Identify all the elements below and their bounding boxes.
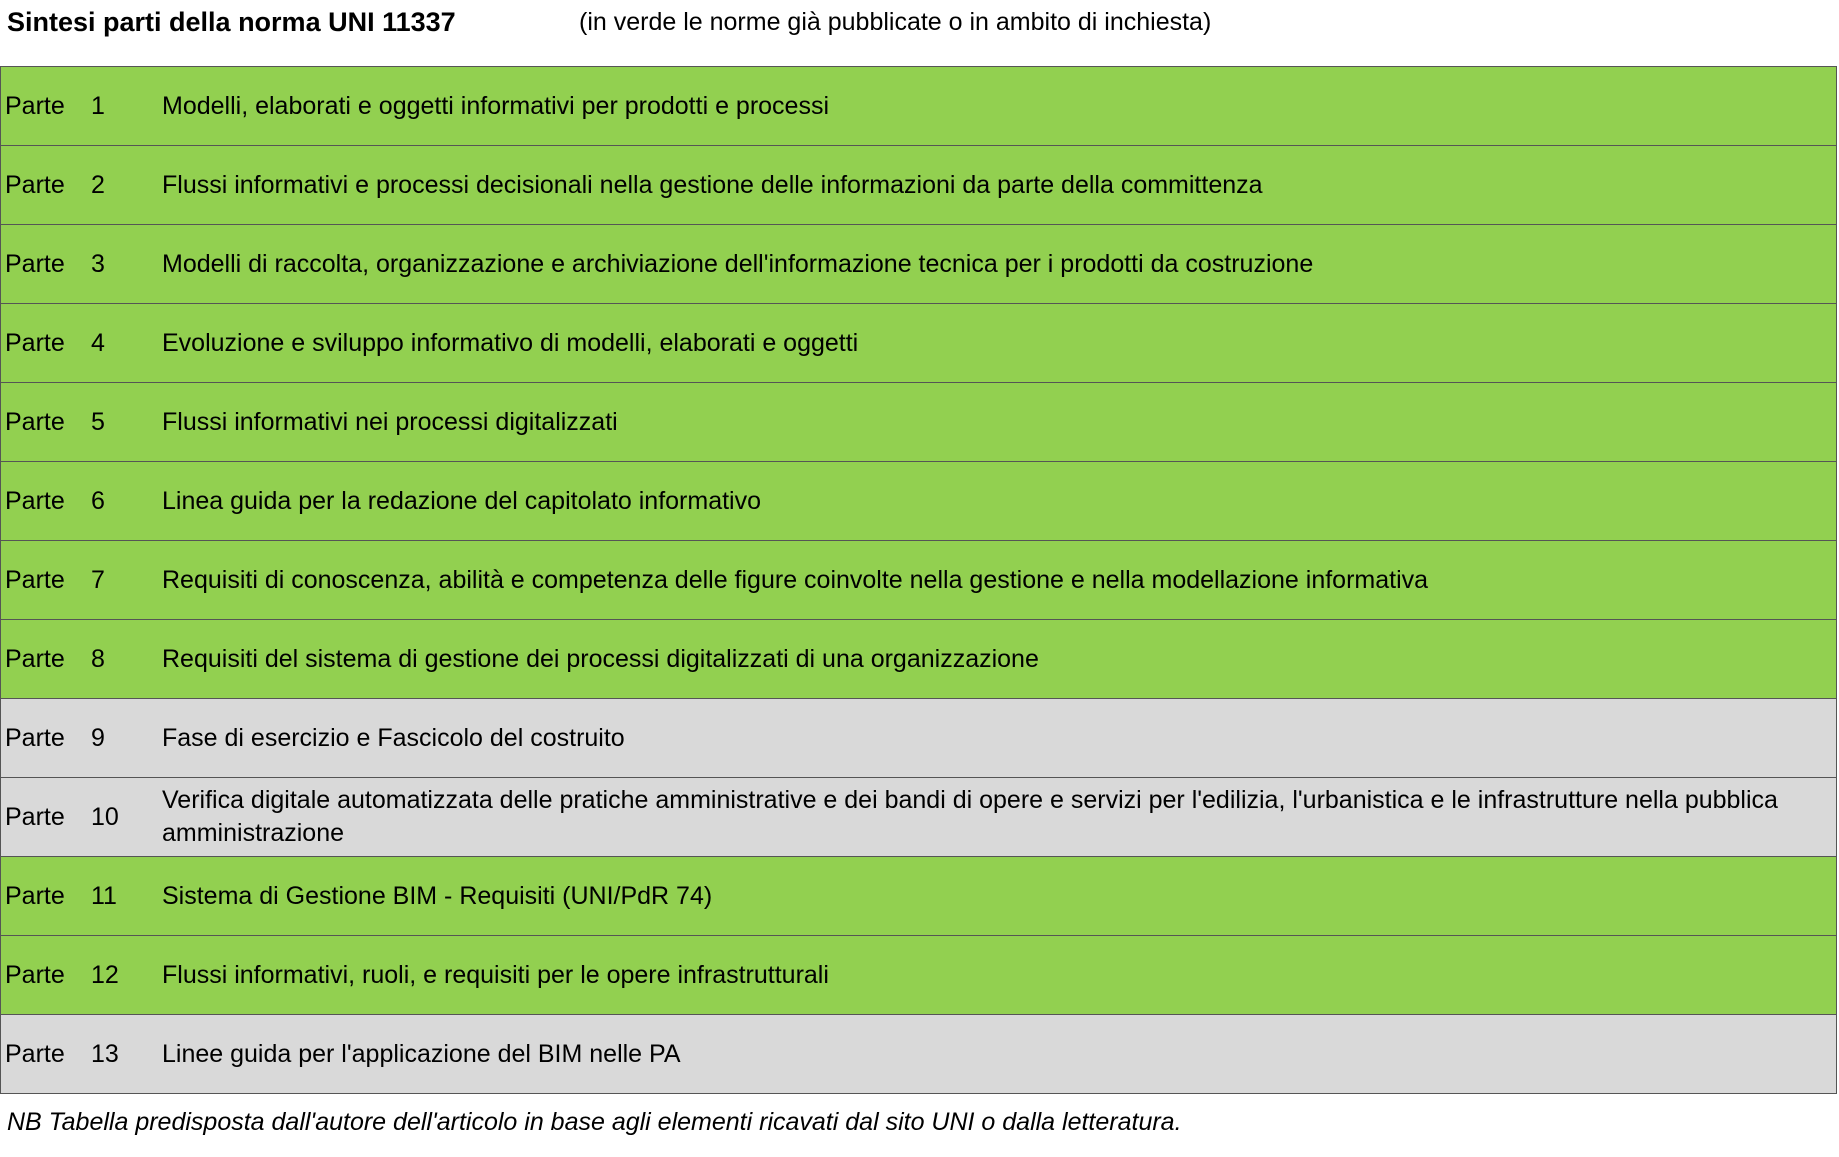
part-description: Modelli, elaborati e oggetti informativi per prodotti e processi [162, 91, 830, 120]
part-number: 7 [91, 565, 105, 594]
part-number: 4 [91, 328, 105, 357]
table-row [1, 936, 1836, 1015]
table-row [1, 383, 1836, 462]
part-label: Parte [5, 802, 65, 831]
part-description: Flussi informativi nei processi digitalizzati [162, 407, 618, 436]
norm-parts-table [0, 66, 1837, 1094]
table-row [1, 462, 1836, 541]
part-description: Flussi informativi, ruoli, e requisiti per le opere infrastrutturali [162, 960, 829, 989]
table-row [1, 699, 1836, 778]
part-label: Parte [5, 644, 65, 673]
part-description: Verifica digitale automatizzata delle pratiche amministrative e dei bandi di opere e servizi per l'edilizia, l'urbanistica e le infrastrutture nella pubblica amministrazione [162, 786, 1778, 847]
document-subtitle: (in verde le norme già pubblicate o in ambito di inchiesta) [579, 7, 1212, 36]
part-number: 11 [91, 881, 117, 910]
part-label: Parte [5, 565, 65, 594]
table-row [1, 778, 1836, 857]
part-number: 8 [91, 644, 105, 673]
part-number: 6 [91, 486, 105, 515]
part-label: Parte [5, 170, 65, 199]
table-row [1, 620, 1836, 699]
part-number: 5 [91, 407, 105, 436]
table-row [1, 857, 1836, 936]
part-description: Requisiti di conoscenza, abilità e competenza delle figure coinvolte nella gestione e nella modellazione informativa [162, 565, 1429, 594]
part-label: Parte [5, 407, 65, 436]
part-description: Fase di esercizio e Fascicolo del costruito [162, 723, 625, 752]
part-number: 3 [91, 249, 105, 278]
part-label: Parte [5, 249, 65, 278]
footnote: NB Tabella predisposta dall'autore dell'articolo in base agli elementi ricavati dal sito UNI o dalla letteratura. [7, 1108, 1182, 1136]
part-number: 1 [91, 91, 105, 120]
document-title: Sintesi parti della norma UNI 11337 [7, 6, 456, 37]
part-label: Parte [5, 1039, 65, 1068]
part-label: Parte [5, 486, 65, 515]
part-label: Parte [5, 328, 65, 357]
part-number: 13 [91, 1039, 119, 1068]
part-description: Requisiti del sistema di gestione dei processi digitalizzati di una organizzazione [162, 644, 1039, 673]
table-row [1, 67, 1836, 146]
part-description: Linee guida per l'applicazione del BIM nelle PA [162, 1039, 681, 1068]
part-number: 9 [91, 723, 105, 752]
part-label: Parte [5, 881, 65, 910]
part-number: 10 [91, 802, 119, 831]
part-description: Modelli di raccolta, organizzazione e archiviazione dell'informazione tecnica per i prodotti da costruzione [162, 249, 1314, 278]
table-row [1, 146, 1836, 225]
part-description: Evoluzione e sviluppo informativo di modelli, elaborati e oggetti [162, 328, 859, 357]
table-row [1, 304, 1836, 383]
part-number: 12 [91, 960, 119, 989]
part-label: Parte [5, 91, 65, 120]
part-label: Parte [5, 723, 65, 752]
table-row [1, 1015, 1836, 1094]
part-description: Linea guida per la redazione del capitolato informativo [162, 486, 761, 515]
table-row [1, 225, 1836, 304]
part-number: 2 [91, 170, 105, 199]
part-label: Parte [5, 960, 65, 989]
table-row [1, 541, 1836, 620]
document-header [7, 2, 1827, 42]
part-description: Flussi informativi e processi decisionali nella gestione delle informazioni da parte della committenza [162, 170, 1263, 199]
part-description: Sistema di Gestione BIM - Requisiti (UNI/PdR 74) [162, 881, 713, 910]
